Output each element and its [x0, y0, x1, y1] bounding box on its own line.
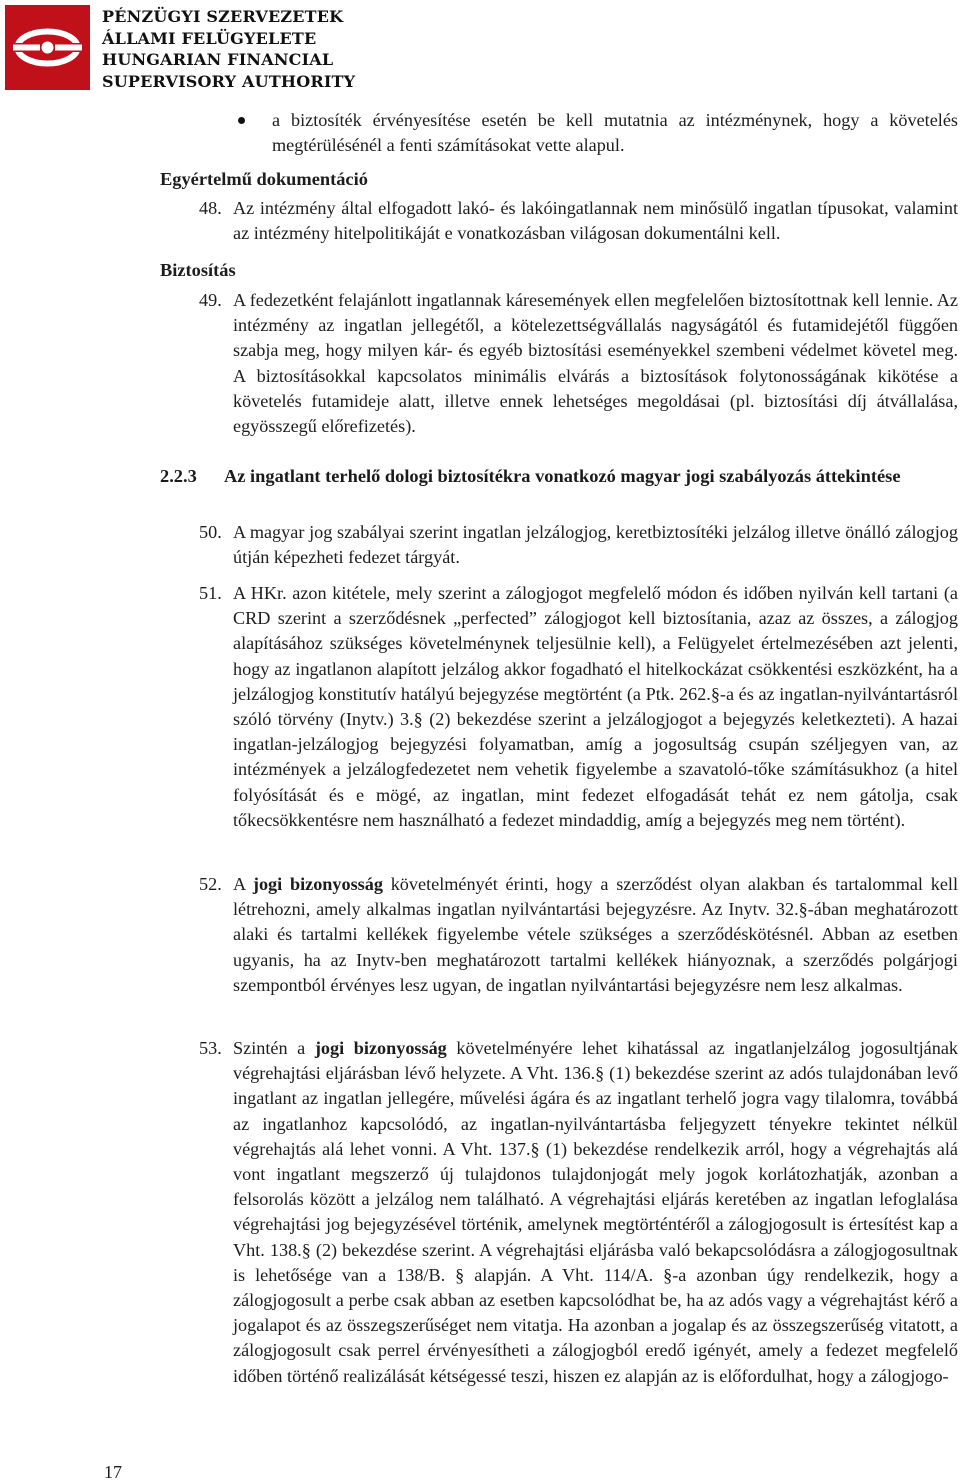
- paragraph-51: A HKr. azon kitétele, mely szerint a zálogjogot megfelelő módon és időben nyilván kell tartani (a CRD szerint a szerződésnek „perfected” zálogjogot kell biztosítania, azaz az összes, a zálogjog alapításához szükséges követelménynek teljesülnie kell), a Felügyelet értelmezésében azt jelenti, hogy az ingatlanon alapított jelzálog akkor fogadható el hitelkockázat csökkentési eszközként, ha a jelzálogjog konstitutív hatályú bejegyzése megtörtént (a Ptk. 262.§-a és az ingatlan-nyilvántartásról szóló törvény (Inytv.) 3.§ (2) bekezdése szerint a jelzálogjogot a bejegyzés keletkezteti). A hazai ingatlan-jelzálogjog bejegyzési folyamatban, amíg a jogosultság csupán széljegyen van, az intézmények a jelzálogfedezetet nem vehetik figyelembe a szavatoló-tőke számításukhoz (a hitel folyósítását és e mögé, az ingatlan, mint fedezet elfogadását tehát ez nem gátolja, csak tőkecsökkentésre nem használható a fedezet mindaddig, amíg a bejegyzés meg nem történt).: [233, 583, 958, 830]
- paragraph-53-text: követelményére lehet kihatással az ingatlanjelzálog jogosultjának végrehajtási eljárásban lévő helyzete. A Vht. 136.§ (1) bekezdése szerint az adós tulajdonában levő ingatlant az ingatlan jellegére, művelési ágára és az ingatlant terhelő jogra vagy tilalomra, továbbá az ingatlanhoz kapcsolódó, az ingatlan-nyilvántartásba feljegyzett tényekre tekintet nélkül végrehajtás alá lehet vonni. A Vht. 137.§ (1) bekezdése rendelkezik arról, hogy a végrehajtás alá vont ingatlant megszerző új tulajdonos tulajdonjogát mely jogok korlátozhatják, azonban a felsorolás között a jelzálog nem található. A végrehajtási eljárás keretében az ingatlan lefoglalása végrehajtási jog bejegyzésével történik, amelynek megtörténtéről a zálogjogosult is értesítést kap a Vht. 138.§ (2) bekezdése szerint. A végrehajtási eljárásba való bekapcsolódásra a zálogjogosultnak is lehetősége van a 138/B. § alapján. A Vht. 114/A. §-a azonban úgy rendelkezik, hogy a zálogjogosult a perbe csak abban az esetben kapcsolódhat be, ha az adós vagy a végrehajtást kérő a jogalapot és az összegszerűséget nem vitatja. Ha azonban a jogalap és az összegszerűség vitatott, a zálogjogosult csak perrel érvényesítheti a zálogjogból eredő igényét, amely a fedezet megfelelő időben történő realizálását kétségessé teszi, hiszen ez alapján az is előfordulhat, hogy a zálogjogo-: [233, 1038, 958, 1386]
- bullet-icon: [238, 117, 245, 124]
- paragraph-52-text: követelményét érinti, hogy a szerződést olyan alakban és tartalommal kell létrehozni, amely alkalmas ingatlan nyilvántartási bejegyzésre. Az Inytv. 32.§-ában meghatározott alaki és tartalmi kellékek figyelembe vétele szükséges a szerződéskötésnél. Abban az esetben ugyanis, ha az Inytv-ben meghatározott tartalmi kellékek hiányoznak, a szerződés polgárjogi szempontból érvényes lesz ugyan, de ingatlan nyilvántartási bejegyzésre nem lesz alkalmas.: [233, 874, 958, 995]
- paragraph-52-bold: jogi bizonyosság: [252, 874, 383, 894]
- paragraph-52-pre: A: [233, 874, 253, 894]
- paragraph-53-pre: Szintén a: [233, 1038, 315, 1058]
- paragraph-53: [233, 1036, 958, 1389]
- subsection-title: Az ingatlant terhelő dologi biztosítékra vonatkozó magyar jogi szabályozás áttekintése: [224, 466, 901, 486]
- paragraph-number: 48.: [199, 198, 222, 218]
- paragraph-50: A magyar jog szabályai szerint ingatlan jelzálogjog, keretbiztosítéki jelzálog illetve önálló zálogjog útján képezheti fedezet tárgyát.: [233, 522, 958, 568]
- subsection-number: 2.2.3: [160, 466, 197, 486]
- authority-logo-icon: [5, 5, 90, 90]
- section-heading-egyertelmu: Egyértelmű dokumentáció: [160, 169, 368, 189]
- paragraph-number: 49.: [199, 290, 222, 310]
- paragraph-number: 50.: [199, 522, 222, 542]
- paragraph-number: 53.: [199, 1038, 222, 1058]
- paragraph-number: 51.: [199, 583, 222, 603]
- bullet-text: a biztosíték érvényesítése esetén be kell mutatnia az intézménynek, hogy a követelés megtérülésénél a fenti számításokat vette alapul.: [272, 110, 958, 156]
- logo: [5, 5, 90, 90]
- org-line-3: HUNGARIAN FINANCIAL: [102, 50, 334, 69]
- page-number: 17: [104, 1462, 122, 1482]
- paragraph-number: 52.: [199, 874, 222, 894]
- paragraph-48: Az intézmény által elfogadott lakó- és lakóingatlannak nem minősülő ingatlan típusokat, valamint az intézmény hitelpolitikáját e vonatkozásban világosan dokumentálni kell.: [233, 198, 958, 244]
- paragraph-52: [233, 872, 958, 998]
- organization-name: [102, 6, 355, 92]
- section-heading-biztositas: Biztosítás: [160, 260, 236, 280]
- org-line-4: SUPERVISORY AUTHORITY: [102, 71, 356, 91]
- paragraph-49: A fedezetként felajánlott ingatlannak káresemények ellen megfelelően biztosítottnak kell lennie. Az intézmény az ingatlan jellegétől, a kötelezettségvállalás nagyságától és futamidejétől függően szabja meg, hogy milyen kár- és egyéb biztosítási eseményekkel szembeni védelmet követel meg. A biztosításokkal kapcsolatos minimális elvárás a biztosítások folytonosságának kikötése a követelés futamideje alatt, illetve ennek lehetséges megoldásai (pl. biztosítási díj átvállalása, egyösszegű előrefizetés).: [233, 290, 958, 437]
- paragraph-53-bold: jogi bizonyosság: [314, 1038, 447, 1058]
- org-line-2: ÁLLAMI FELÜGYELETE: [102, 28, 317, 48]
- org-line-1: PÉNZÜGYI SZERVEZETEK: [102, 7, 344, 26]
